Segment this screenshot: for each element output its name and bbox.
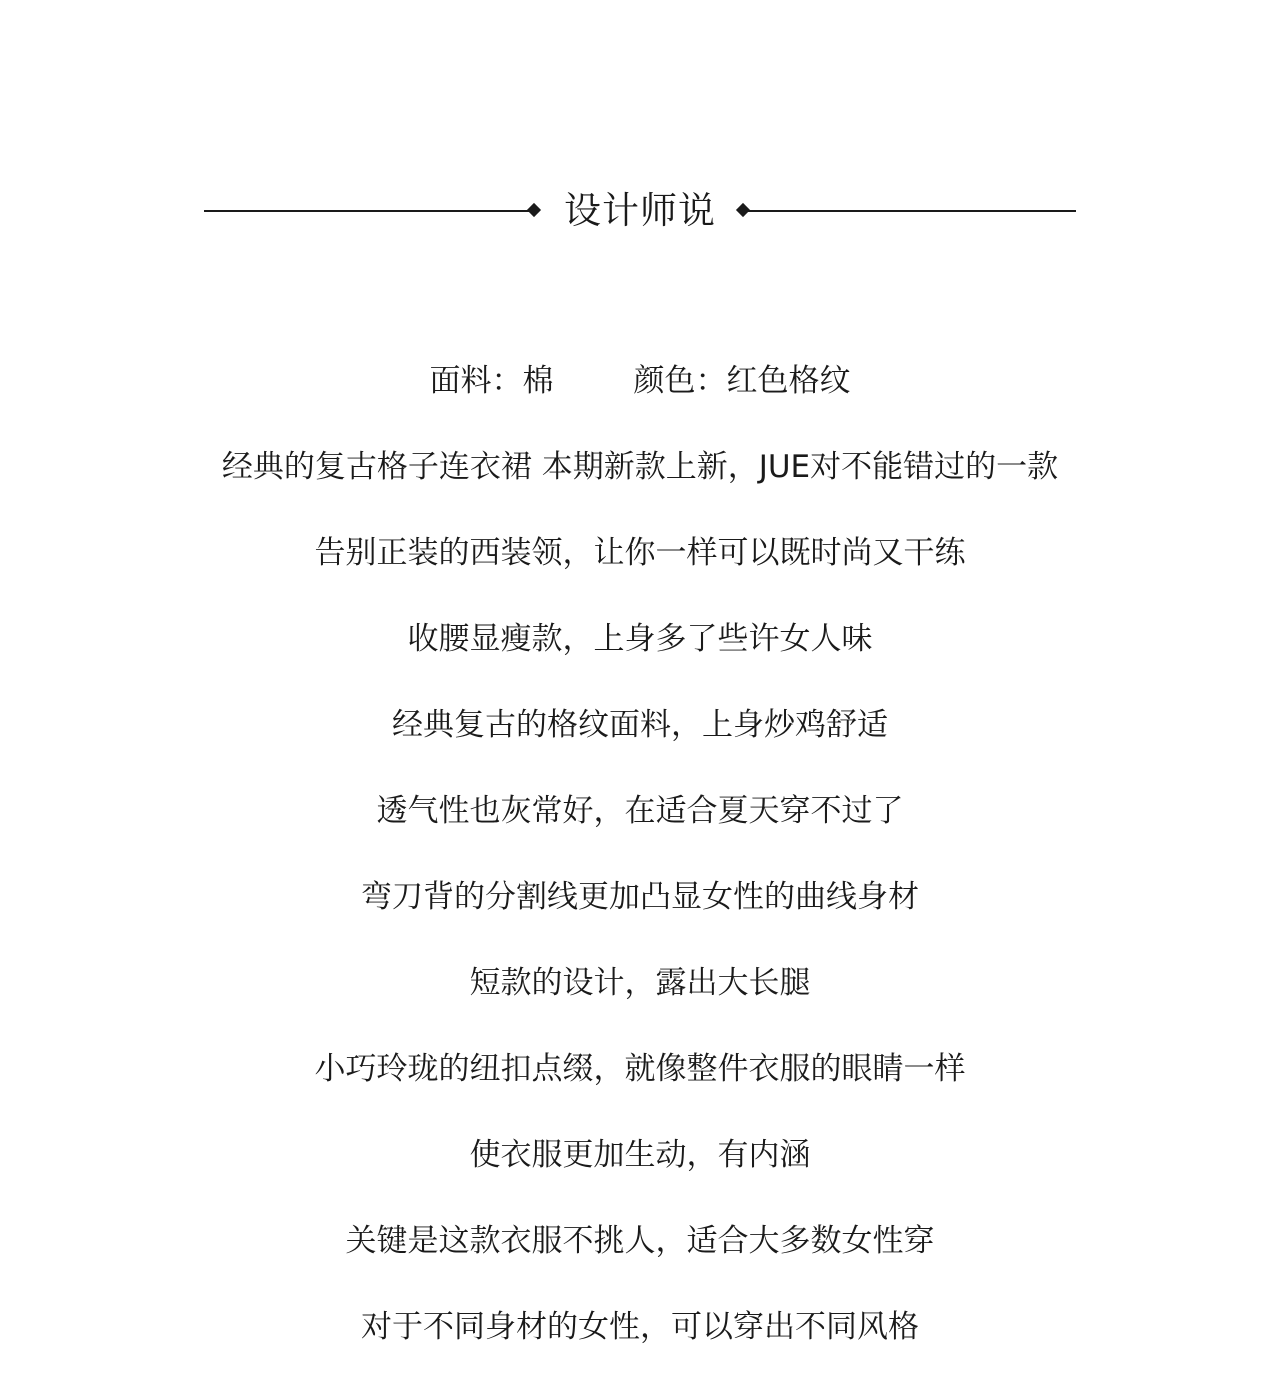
description-line: 经典复古的格纹面料，上身炒鸡舒适	[392, 707, 888, 743]
description-line: 对于不同身材的女性，可以穿出不同风格	[361, 1309, 919, 1345]
description-line: 使衣服更加生动，有内涵	[469, 1137, 811, 1173]
description-line: 弯刀背的分割线更加凸显女性的曲线身材	[361, 879, 919, 915]
fabric-spec: 面料：棉	[429, 363, 554, 399]
description-line: 小巧玲珑的纽扣点缀，就像整件衣服的眼睛一样	[314, 1051, 966, 1087]
spec-row	[0, 358, 1280, 404]
description-line: 收腰显瘦款，上身多了些许女人味	[407, 621, 873, 657]
section-heading	[0, 185, 1280, 237]
section-title: 设计师说	[564, 189, 716, 232]
description-line: 透气性也灰常好，在适合夏天穿不过了	[376, 793, 904, 829]
description-line: 短款的设计，露出大长腿	[469, 965, 811, 1001]
heading-divider-right	[748, 210, 1076, 212]
color-spec: 颜色：红色格纹	[633, 363, 851, 399]
diamond-icon	[527, 203, 541, 217]
description-line: 关键是这款衣服不挑人，适合大多数女性穿	[345, 1223, 935, 1259]
heading-divider-left	[204, 210, 530, 212]
description-line: 经典的复古格子连衣裙 本期新款上新，JUE对不能错过的一款	[221, 449, 1059, 485]
description-line: 告别正装的西装领，让你一样可以既时尚又干练	[314, 535, 966, 571]
